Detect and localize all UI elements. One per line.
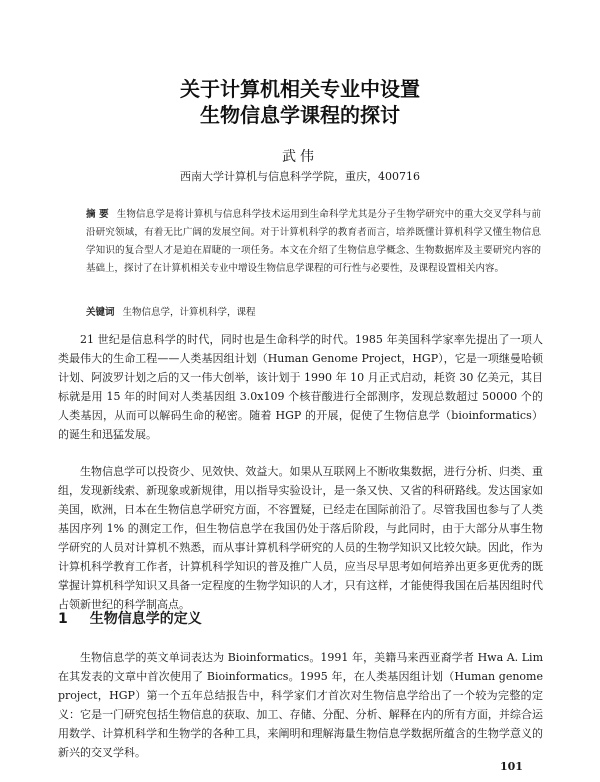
section-number: 1 (58, 611, 68, 627)
author-affiliation: 西南大学计算机与信息科学学院，重庆，400716 (180, 170, 420, 183)
body-paragraph-3: 生物信息学的英文单词表达为 Bioinformatics。1991 年，美籍马来西亚裔学者 Hwa A. Lim 在其发表的文章中首次使用了 Bioinformatics。1995 年，在人类基因组计划（Human genome project，HGP）第一个五年总结报告中，科学家们才首次对生物信息学给出了一个较为完整的定义：它是一门研究包括生物信息的获取、加工、存储、分配、分析、解释在内的所有方面，并综合运用数学、计算机科学和生物学的各种工具，来阐明和理解海量生物信息学数据所蕴含的生物学意义的新兴的交叉学科。 (58, 651, 543, 759)
abstract (86, 206, 541, 278)
title-line-2: 生物信息学课程的探讨 (200, 103, 400, 127)
paper-title (0, 76, 600, 128)
keywords (86, 305, 541, 321)
title-line-1: 关于计算机相关专业中设置 (180, 77, 420, 101)
abstract-text: 生物信息学是将计算机与信息科学技术运用到生命科学尤其是分子生物学研究中的重大交叉学科与前沿研究领域，有着无比广阔的发展空间。对于计算机科学的教育者而言，培养既懂计算机科学又懂生物信息学知识的复合型人才是迫在眉睫的一项任务。本文在介绍了生物信息学概念、生物数据库及主要研究内容的基础上，探讨了在计算机相关专业中增设生物信息学课程的可行性与必要性，及课程设置相关内容。 (86, 209, 541, 274)
section-title: 生物信息学的定义 (89, 611, 202, 627)
section-heading (58, 608, 202, 628)
body-paragraph-2: 生物信息学可以投资少、见效快、效益大。如果从互联网上不断收集数据，进行分析、归类、重组，发现新线索、新现象或新规律，用以指导实验设计，是一条又快、又省的科研路线。发达国家如美国，欧洲，日本在生物信息学研究方面，不容置疑，已经走在国际前沿了。尽管我国也参与了人类基因序列 1% 的测定工作，但生物信息学在我国仍处于落后阶段，与此同时，由于大部分从事生物学研究的人员对计算机不熟悉，而从事计算机科学研究的人员的生物学知识又比较欠缺。因此，作为计算机科学教育工作者，计算机科学知识的普及推广人员，应当尽早思考如何培养出更多更优秀的既掌握计算机科学知识又具备一定程度的生物学知识的人才，只有这样，才能使得我国在后基因组时代占领新世纪的科学制高点。 (58, 465, 543, 611)
keywords-label: 关键词 (86, 307, 115, 318)
author-name: 武伟 (282, 149, 318, 165)
body-paragraph-1: 21 世纪是信息科学的时代，同时也是生命科学的时代。1985 年美国科学家率先提出了一项人类最伟大的生命工程——人类基因组计划（Human Genome Project，HGP），它是一项继曼哈顿计划、阿波罗计划之后的又一伟大创举，该计划于 1990 年 10 月正式启动，耗资 30 亿美元，其目标就是用 15 年的时间对人类基因组 3.0x109 个核苷酸进行全部测序，发现总数超过 50000 个的人类基因，从而可以解码生命的秘密。随着 HGP 的开展，促使了生物信息学（bioinformatics）的诞生和迅猛发展。 (58, 333, 543, 441)
abstract-label: 摘 要 (86, 209, 109, 220)
keywords-text: 生物信息学，计算机科学，课程 (122, 307, 256, 318)
page-number: 101 (500, 760, 523, 773)
